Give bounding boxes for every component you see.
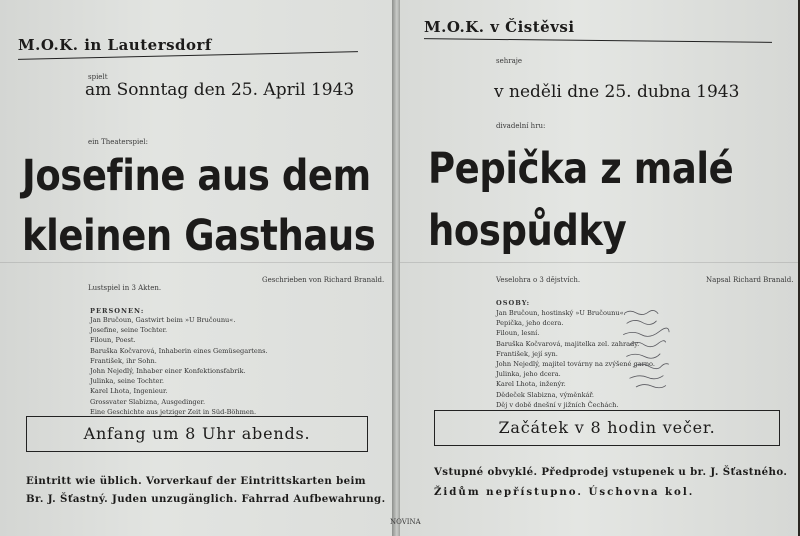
play-title-line2: kleinen Gasthaus [22,211,376,261]
verb-text: spielt [88,73,108,81]
cast-heading: OSOBY: [496,299,531,307]
start-time-box [26,416,368,452]
cast-item: Baruška Kočvarová, Inhaberin eines Gemüsegartens. [90,346,268,355]
footer-line1: Vstupné obvyklé. Předprodej vstupenek u br. J. Šťastného. [434,466,788,478]
handwritten-signatures [620,304,688,393]
performance-date: am Sonntag den 25. April 1943 [85,80,355,100]
cast-item: Jan Bručoun, hostinský »U Bručounu«. [496,309,626,317]
play-title-line1: Josefine aus dem [22,151,371,201]
organizer-header: M.O.K. in Lautersdorf [18,36,212,54]
cast-list [90,315,268,417]
fold-crease [0,262,392,263]
poster-german [0,0,392,536]
cast-item: Julinka, jeho dcera. [496,370,561,379]
cast-item: Filoun, lesní. [496,329,540,338]
cast-item: Dědeček Slabizna, výměnkář. [496,390,595,399]
verb-text: sehraje [496,57,523,65]
cast-item: Josefine, seine Tochter. [90,326,168,335]
author-text: Napsal Richard Branald. [706,276,794,284]
printer-mark: NOVINA [390,518,421,526]
cast-item: Julinka, seine Tochter. [90,377,164,386]
organizer-header: M.O.K. v Čistěvsi [424,18,575,36]
start-time-text: Začátek v 8 hodin večer. [498,418,716,437]
play-title-line1: Pepička z malé [428,144,734,194]
start-time-box [434,410,780,446]
cast-item: Eine Geschichte aus jetziger Zeit in Süd-Böhmen. [90,407,257,416]
footer-line1: Eintritt wie üblich. Vorverkauf der Eintrittskarten beim [26,475,366,487]
genre-text: Veselohra o 3 dějstvích. [496,276,581,284]
cast-item: František, její syn. [496,349,558,358]
intro-text: divadelní hru: [496,122,546,130]
cast-item: Jan Bručoun, Gastwirt beim »U Bručounu«. [90,316,236,324]
cast-item: John Nejedlý, majitel továrny na zvýšené garno. [496,360,656,369]
cast-item: Filoun, Poest. [90,336,136,345]
intro-text: ein Theaterspiel: [88,138,148,146]
cast-item: Karel Lhota, Ingenieur. [90,387,168,396]
cast-item: Děj v době dnešní v jižních Čechách. [496,400,619,409]
cast-item: Grossvater Slabizna, Ausgedinger. [90,397,206,406]
performance-date: v neděli dne 25. dubna 1943 [494,82,740,102]
cast-item: Karel Lhota, inženýr. [496,380,566,389]
cast-item: František, ihr Sohn. [90,356,157,365]
genre-text: Lustspiel in 3 Akten. [88,284,162,292]
cast-item: John Nejedlý, Inhaber einer Konfektionsfabrik. [90,367,246,376]
play-title-line2: hospůdky [428,206,627,256]
author-text: Geschrieben von Richard Branald. [262,276,385,284]
fold-crease [400,262,798,263]
cast-item: Baruška Kočvarová, majitelka zel. zahrady. [496,339,640,348]
cast-heading: PERSONEN: [90,307,145,315]
poster-czech [390,0,798,536]
start-time-text: Anfang um 8 Uhr abends. [83,424,311,443]
footer-line2: Br. J. Šťastný. Juden unzugänglich. Fahrrad Aufbewahrung. [26,493,386,505]
header-rule [424,38,772,43]
footer-line2: Židům nepřístupno. Úschovna kol. [434,486,695,498]
center-fold [392,0,400,536]
cast-item: Pepička, jeho dcera. [496,319,564,328]
